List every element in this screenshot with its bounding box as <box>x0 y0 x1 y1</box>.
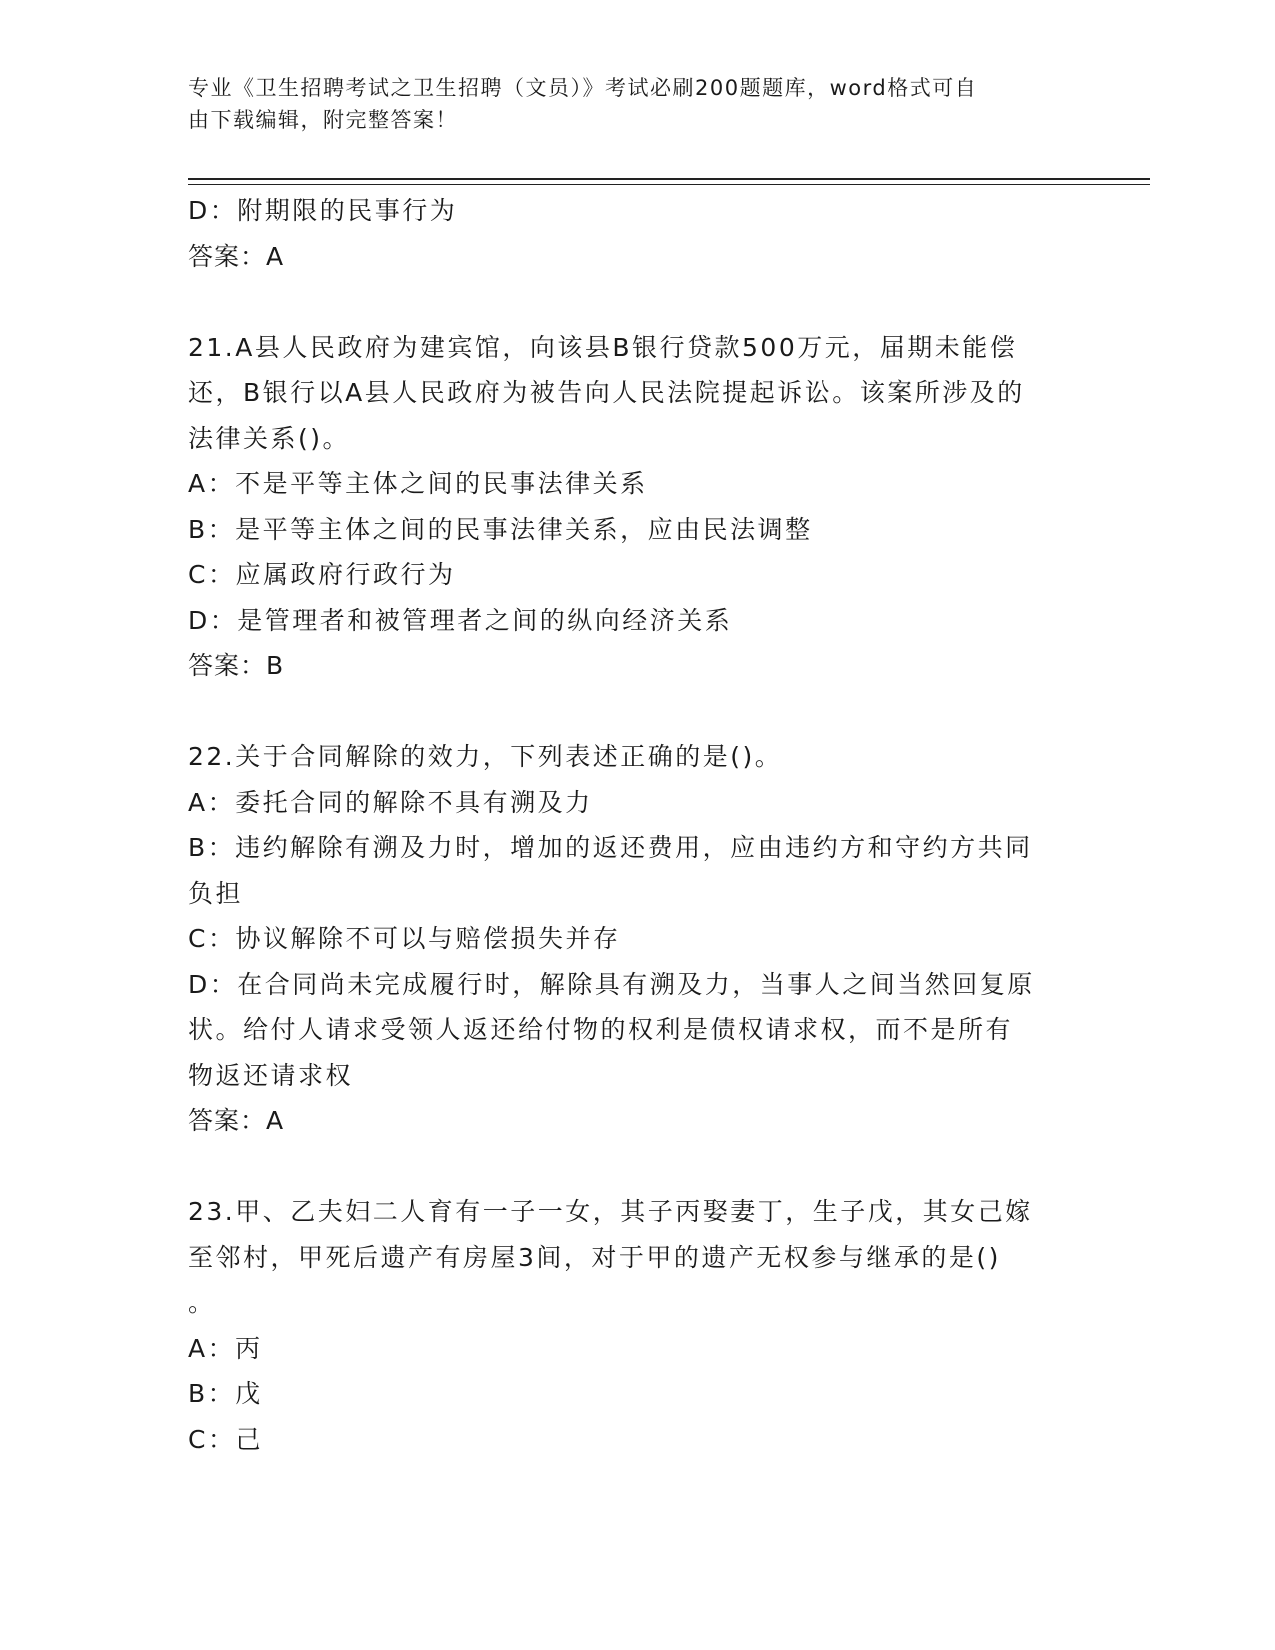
q21-stem-line-3: 法律关系()。 <box>188 423 351 453</box>
q21-stem-line-2: 还，B银行以A县人民政府为被告向人民法院提起诉讼。该案所涉及的 <box>188 378 1025 407</box>
header-divider-thick <box>188 178 1150 180</box>
spacer <box>188 279 1088 325</box>
q22-option-a: A：委托合同的解除不具有溯及力 <box>188 787 593 817</box>
header-divider-thin <box>188 184 1150 185</box>
q21-option-d: D：是管理者和被管理者之间的纵向经济关系 <box>188 605 733 635</box>
header-line-2: 由下载编辑，附完整答案！ <box>188 108 458 132</box>
q23-option-b: B：戊 <box>188 1379 263 1408</box>
question-21 <box>188 325 1088 689</box>
header-line-1: 专业《卫生招聘考试之卫生招聘（文员）》考试必刷200题题库，word格式可自 <box>188 76 978 100</box>
q22-option-d-line-3: 物返还请求权 <box>188 1060 354 1090</box>
q22-option-d-line-1: D：在合同尚未完成履行时，解除具有溯及力，当事人之间当然回复原 <box>188 969 1035 999</box>
q21-option-c: C：应属政府行政行为 <box>188 560 456 589</box>
q23-stem-line-1: 23.甲、乙夫妇二人育有一子一女，其子丙娶妻丁，生子戊，其女己嫁 <box>188 1197 1033 1226</box>
q22-option-c: C：协议解除不可以与赔偿损失并存 <box>188 924 621 953</box>
q22-option-d-line-2: 状。给付人请求受领人返还给付物的权利是债权请求权，而不是所有 <box>188 1015 1014 1044</box>
spacer <box>188 1144 1088 1190</box>
question-22 <box>188 734 1088 1144</box>
q23-stem-line-3: 。 <box>188 1288 216 1317</box>
q21-option-b: B：是平等主体之间的民事法律关系，应由民法调整 <box>188 514 813 544</box>
q21-stem-line-1: 21.A县人民政府为建宾馆，向该县B银行贷款500万元，届期未能偿 <box>188 332 1018 362</box>
q23-option-a: A：丙 <box>188 1333 263 1363</box>
q22-option-b-line-1: B：违约解除有溯及力时，增加的返还费用，应由违约方和守约方共同 <box>188 833 1033 862</box>
q21-option-a: A：不是平等主体之间的民事法律关系 <box>188 469 648 498</box>
document-header <box>188 72 1068 136</box>
q22-stem-line-1: 22.关于合同解除的效力，下列表述正确的是()。 <box>188 742 783 771</box>
question-23 <box>188 1189 1088 1462</box>
q23-stem-line-2: 至邻村，甲死后遗产有房屋3间，对于甲的遗产无权参与继承的是() <box>188 1242 1001 1272</box>
q21-answer: 答案：B <box>188 651 285 680</box>
q23-option-c: C：己 <box>188 1424 263 1454</box>
prev-option-d: D：附期限的民事行为 <box>188 196 458 225</box>
question-content <box>188 188 1088 1462</box>
q22-answer: 答案：A <box>188 1106 285 1135</box>
q22-option-b-line-2: 负担 <box>188 878 244 908</box>
spacer <box>188 689 1088 735</box>
prev-answer: 答案：A <box>188 241 285 271</box>
